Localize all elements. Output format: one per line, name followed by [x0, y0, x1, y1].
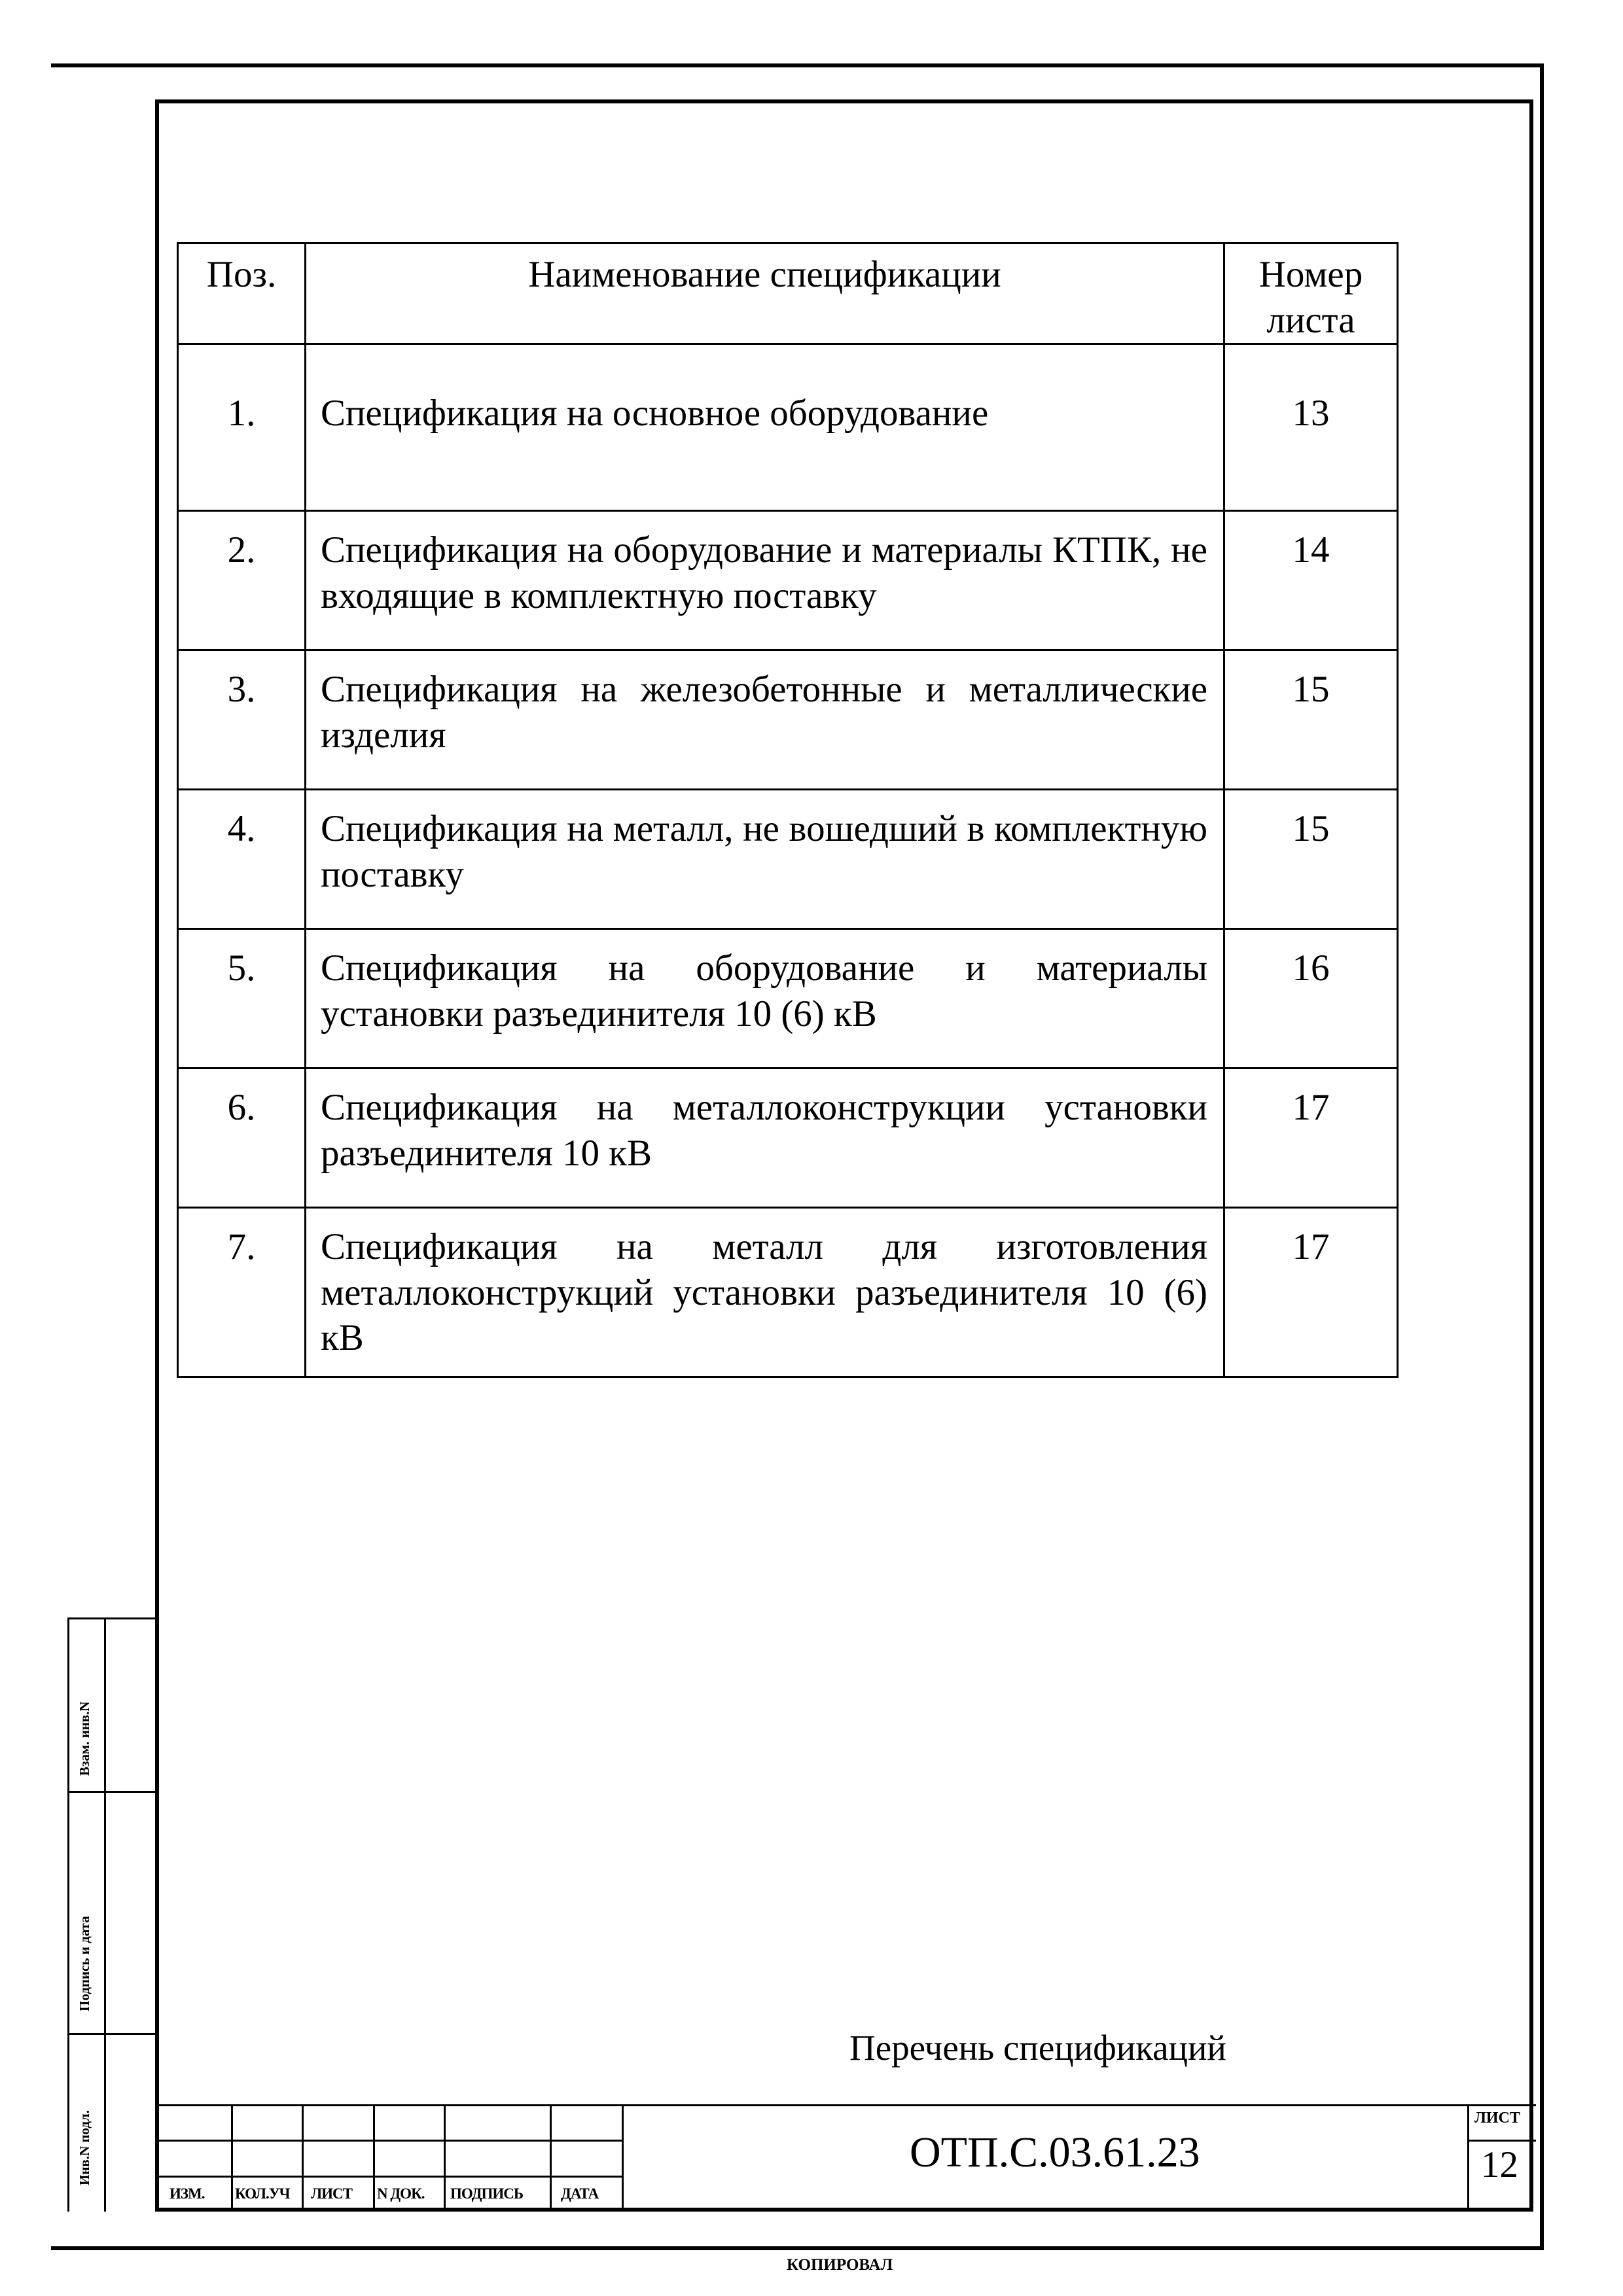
header-pos: Поз. — [178, 243, 306, 344]
title-block-grid-line — [159, 2176, 622, 2178]
header-sheet — [1224, 243, 1398, 344]
row-name: Спецификация на железобетонные и металлические изделия — [306, 650, 1224, 790]
header-sheet-line1: Номер — [1258, 254, 1363, 295]
row-name: Спецификация на оборудование и материалы установки разъединителя 10 (6) кВ — [306, 929, 1224, 1069]
row-pos: 1. — [178, 344, 306, 511]
row-sheet: 16 — [1224, 929, 1398, 1069]
header-name: Наименование спецификации — [306, 243, 1224, 344]
side-label-replace-inv: Взам. инв.N — [77, 1701, 92, 1776]
row-pos: 7. — [178, 1208, 306, 1377]
title-block-grid-line — [231, 2104, 233, 2212]
row-name: Спецификация на металл, не вошедший в комплектную поставку — [306, 790, 1224, 929]
title-block-grid-line — [1467, 2140, 1536, 2142]
side-stamp — [67, 1617, 158, 2212]
table-row — [178, 344, 1398, 511]
row-pos: 4. — [178, 790, 306, 929]
table-row — [178, 790, 1398, 929]
title-block-grid-line — [622, 2104, 624, 2212]
title-block-col-list: ЛИСТ — [311, 2185, 352, 2202]
row-name: Спецификация на металл для изготовления металлоконструкций установки разъединителя 10 (6) кВ — [306, 1208, 1224, 1377]
table-row — [178, 511, 1398, 650]
title-block-col-n-dok: N ДОК. — [377, 2185, 425, 2202]
row-sheet: 14 — [1224, 511, 1398, 650]
title-block-col-izm: ИЗМ. — [169, 2185, 205, 2202]
row-sheet: 13 — [1224, 344, 1398, 511]
title-block-top-line — [159, 2104, 1536, 2106]
row-pos: 6. — [178, 1069, 306, 1208]
title-block — [159, 2104, 1536, 2212]
sheet-label: ЛИСТ — [1474, 2110, 1520, 2127]
row-sheet: 15 — [1224, 650, 1398, 790]
copied-label: КОПИРОВАЛ — [787, 2256, 893, 2274]
header-sheet-line2: листа — [1266, 299, 1355, 341]
side-label-inv-original: Инв.N подл. — [77, 2110, 92, 2185]
table-header-row — [178, 243, 1398, 344]
title-block-grid-line — [550, 2104, 552, 2212]
sheet-edge-top — [51, 63, 1543, 67]
row-sheet: 17 — [1224, 1069, 1398, 1208]
title-block-grid-line — [444, 2104, 446, 2212]
row-pos: 5. — [178, 929, 306, 1069]
sheet-number: 12 — [1481, 2144, 1518, 2185]
row-sheet: 17 — [1224, 1208, 1398, 1377]
row-pos: 3. — [178, 650, 306, 790]
table-row — [178, 1208, 1398, 1377]
side-label-signature-date: Подпись и дата — [77, 1916, 92, 2011]
row-sheet: 15 — [1224, 790, 1398, 929]
row-name: Спецификация на оборудование и материалы КТПК, не входящие в комплектную поставку — [306, 511, 1224, 650]
title-block-grid-line — [373, 2104, 375, 2212]
title-block-grid-line — [1467, 2104, 1469, 2212]
title-block-grid-line — [302, 2104, 304, 2212]
title-block-col-kol-uch: КОЛ.УЧ — [235, 2185, 290, 2202]
sheet-edge-right — [1540, 63, 1544, 2250]
table-row — [178, 1069, 1398, 1208]
document-title: Перечень спецификаций — [849, 2028, 1226, 2068]
document-code: ОТП.С.03.61.23 — [910, 2128, 1200, 2176]
row-pos: 2. — [178, 511, 306, 650]
row-name: Спецификация на основное оборудование — [306, 344, 1224, 511]
table-row — [178, 929, 1398, 1069]
specification-list-table — [177, 242, 1399, 1378]
table-row — [178, 650, 1398, 790]
title-block-grid-line — [159, 2140, 622, 2142]
title-block-col-date: ДАТА — [561, 2185, 599, 2202]
row-name: Спецификация на металлоконструкции установки разъединителя 10 кВ — [306, 1069, 1224, 1208]
sheet-edge-bottom — [51, 2246, 1544, 2250]
title-block-col-signature: ПОДПИСЬ — [450, 2185, 524, 2202]
